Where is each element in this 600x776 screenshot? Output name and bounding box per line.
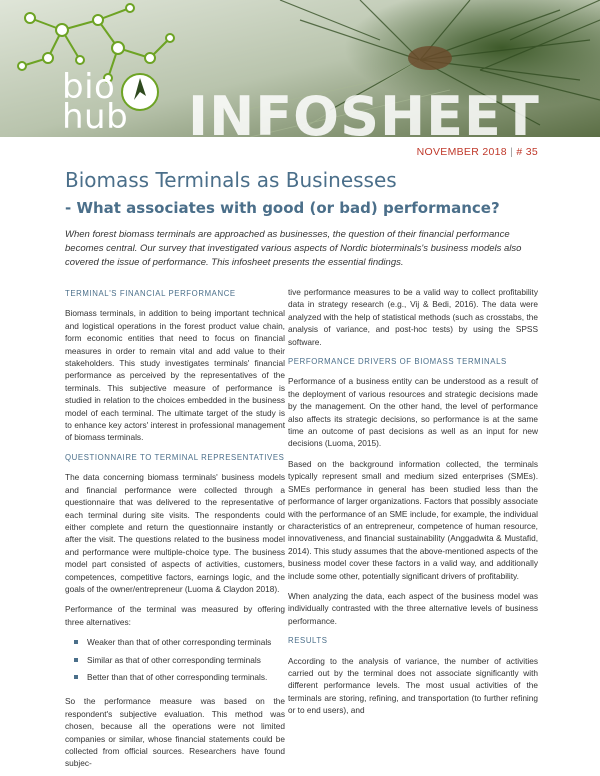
page-subtitle: - What associates with good (or bad) performance? [65, 199, 500, 217]
logo-bio-text: bio [62, 67, 116, 107]
issue-number: # 35 [516, 146, 538, 158]
paragraph: The data concerning biomass terminals' business models and financial performance were collected through a questionnaire that was delivered to the representative of each terminal during site visits. The respondents could either complete and return the questionnaire instantly or after the visit. The questions related to the business model and performance were multiple-choice type. The business model part consisted of aspects of activities, customers, competences, competitive factors, earnings logic, and the goals of the owner/entrepreneur (Luoma & Claydon 2018). [65, 472, 285, 594]
paragraph: Based on the background information collected, the terminals typically represent small and medium sized enterprises (SMEs). SMEs performance in general has been studied less than the performance of larger organizations. Factors that possibly associate with the performance of an SME include, for example, the individual characteristics of an entrepreneur, competence of human resource, innovativeness, and financial sustainability (Anggadwita & Mustafid, 2014). This study assumes that the above-mentioned aspects of the business model cover these factors in a valid way, and additionally include some other, potentially significant drivers of profitability. [288, 458, 538, 581]
list-item: Similar as that of other corresponding terminals [73, 654, 285, 666]
issue-date: NOVEMBER 2018 [416, 146, 507, 158]
paragraph: So the performance measure was based on the respondent's subjective evaluation. This method was chosen, because all the operations were not limited companies or similar, whose financial statements could be collected from official sources. Researchers have found subjec- [65, 696, 285, 769]
meta-separator: | [510, 146, 514, 158]
intro-paragraph: When forest biomass terminals are approached as businesses, the question of their financial performance becomes central. Our survey that investigated various aspects of Nordic bioterminals's business models also covered the issue of performance. This infosheet presents the essential findings. [65, 229, 522, 268]
list-item: Weaker than that of other corresponding terminals [73, 636, 285, 648]
paragraph: Biomass terminals, in addition to being important technical and logistical operations in the forest product value chain, form economic entities that need to focus on financial measures in order to remain vital and add value to their stakeholders. This study investigates terminals' financial performance as perceived by the representatives of the terminals. This subjective measure of performance is studied in relation to the choices embedded in the business model of each terminal. The ultimate target of the study is to enhance key actors' interest in professional management of biomass terminals. [65, 308, 285, 443]
paragraph: According to the analysis of variance, the number of activities carried out by the terminal does not associate significantly with different performance levels. The most usual activities of the terminals are storing, refining, and transportation (to further refining or to end users), and [288, 655, 538, 716]
logo-hub-text: hub [62, 97, 129, 137]
section-heading-performance-drivers: PERFORMANCE DRIVERS OF BIOMASS TERMINALS [288, 357, 507, 367]
section-heading-questionnaire: QUESTIONNAIRE TO TERMINAL REPRESENTATIVES [65, 452, 285, 462]
left-column [65, 288, 285, 776]
issue-meta [417, 146, 538, 158]
paragraph: Performance of a business entity can be understood as a result of the deployment of various resources and strategic decisions made by the management. On the other hand, the level of performance also affects its strategic decisions, so performance is at the same time an outcome of past decisions as well as an input for new decisions (Luoma, 2015). [288, 376, 538, 449]
paragraph: When analyzing the data, each aspect of the business model was individually contrasted with the three alternative levels of business performance. [288, 590, 538, 626]
right-column [288, 286, 538, 725]
paragraph: tive performance measures to be a valid way to collect profitability data in strategy research (e.g., Vij & Bedi, 2016). The data were analyzed with the help of statistical methods (such as crosstabs, the analysis of variance, and post-hoc tests) by using the SPSS software. [288, 287, 538, 347]
paragraph: Performance of the terminal was measured by offering three alternatives: [65, 604, 285, 627]
performance-options-list [73, 636, 285, 683]
section-heading-financial-performance: TERMINAL'S FINANCIAL PERFORMANCE [65, 289, 236, 298]
header-banner [0, 0, 600, 137]
infosheet-banner-word: INFOSHEET [188, 85, 540, 137]
list-item: Better than that of other corresponding terminals. [73, 671, 285, 683]
page-title: Biomass Terminals as Businesses [65, 168, 397, 192]
section-heading-results: RESULTS [288, 636, 328, 646]
